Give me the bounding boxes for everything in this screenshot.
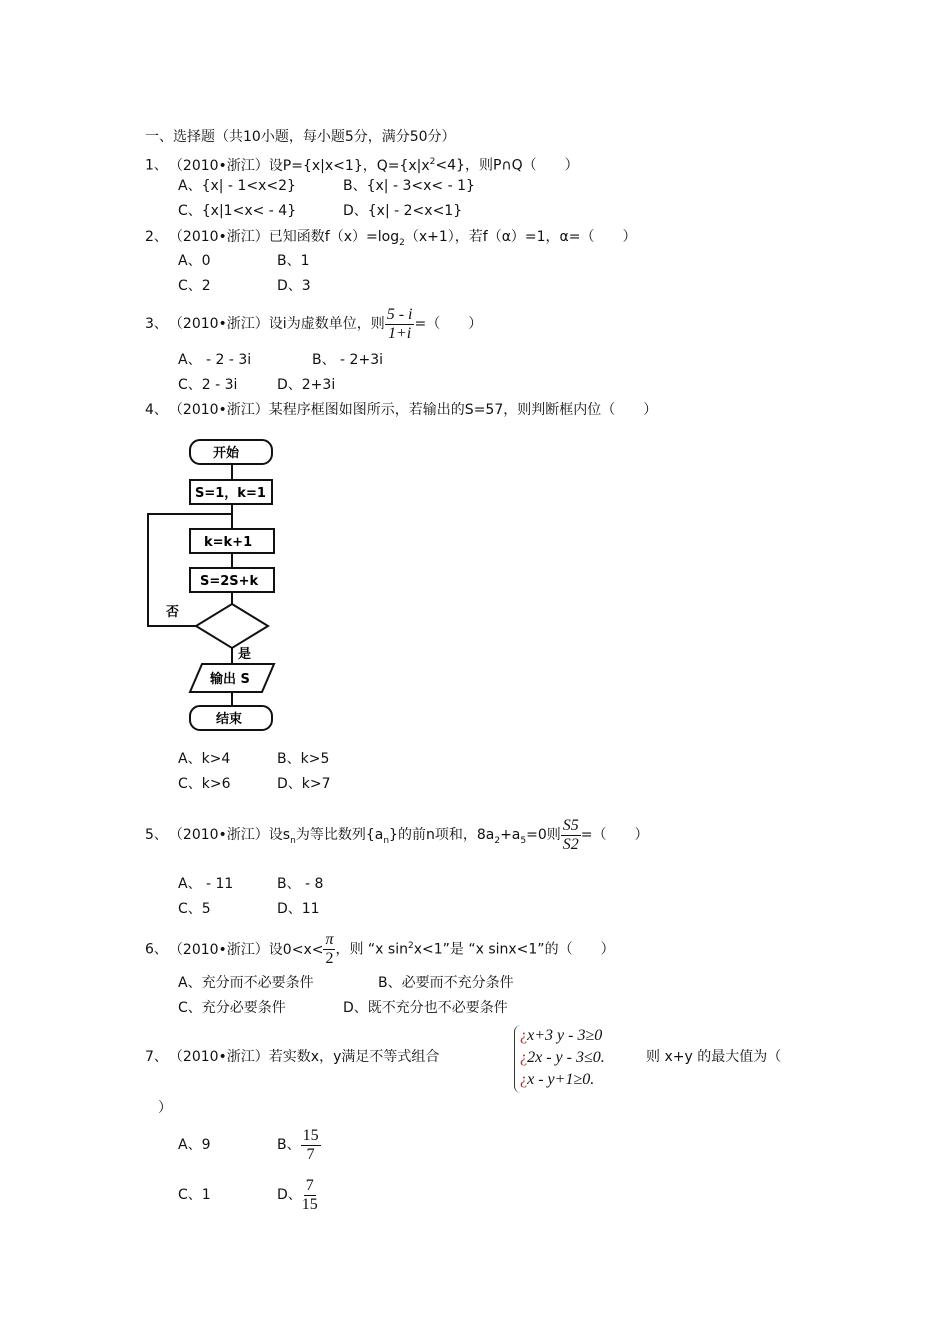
q-text: ） — [158, 1100, 172, 1116]
option: D、3 — [277, 278, 311, 294]
inequality-2: ¿2x - y - 3≤0. — [520, 1049, 605, 1066]
section-title: 一、选择题（共10小题，每小题5分，满分50分） — [145, 129, 456, 145]
option: D、既不充分也不必要条件 — [343, 1000, 508, 1016]
fraction: $\frac{S5}{S2}$ — [562, 816, 579, 853]
option: C、1 — [178, 1187, 211, 1203]
flow-step2: S=2S+k — [200, 574, 259, 589]
question-5: 5、 （2010•浙江）设$s_n$为等比数列$\{a_n\}$的前n项和，$8a_2+a_5=0$则 $\frac{S5}{S2}$ =（ ） — [145, 816, 649, 853]
flow-yes: 是 — [238, 647, 252, 662]
flow-init: S=1，k=1 — [195, 486, 266, 501]
q-text: （2010•浙江）某程序框图如图所示，若输出的S=57，则判断框内位（ ） — [175, 402, 658, 418]
option: A、 - 2 - 3i — [178, 352, 252, 368]
option: C、{x|1<x< - 4} — [178, 203, 297, 219]
fraction: $\frac{5 - i}{1+i}$ — [386, 305, 413, 342]
option: C、充分必要条件 — [178, 1000, 286, 1016]
option: A、0 — [178, 253, 211, 269]
flow-no: 否 — [166, 605, 180, 620]
question-7: 7、 （2010•浙江）若实数x，y满足不等式组合 — [145, 1049, 440, 1065]
q-text: （x+1），若f（α）=1，α=（ ） — [404, 229, 637, 245]
q-text: （2010•浙江）已知函数f（x）=log — [175, 229, 400, 245]
option: B、k>5 — [277, 751, 330, 767]
option: A、 - 11 — [178, 876, 234, 892]
option: A、k>4 — [178, 751, 231, 767]
option: A、{x| - 1<x<2} — [178, 178, 296, 194]
question-1 — [145, 153, 579, 175]
option: D、{x| - 2<x<1} — [343, 203, 463, 219]
option: C、k>6 — [178, 776, 231, 792]
q-num: 2、 — [145, 229, 168, 245]
flow-start: 开始 — [213, 446, 240, 461]
option: D、k>7 — [277, 776, 331, 792]
fraction: $\frac{\pi}{2}$ — [325, 931, 334, 968]
option: B、{x| - 3<x< - 1} — [343, 178, 475, 194]
q-text: （2010•浙江）设P={x|x<1}，Q={x|x — [175, 157, 430, 174]
q-text: =（ ） — [414, 316, 483, 332]
q-text: （2010•浙江）设i为虚数单位，则 — [175, 316, 385, 332]
q-num: 6、 — [145, 941, 168, 958]
question-6: 6、 （2010•浙江）设0<x< $\frac{\pi}{2}$ ，则 “x $\sin^2x<1$”是 “x sinx<1”的（ ） — [145, 931, 615, 968]
option: D、11 — [277, 901, 320, 917]
option: D、2+3i — [277, 377, 336, 393]
q-num: 3、 — [145, 316, 168, 332]
q-sup: 2 — [429, 157, 436, 167]
flowchart — [140, 432, 290, 740]
option: D、 $\frac{7}{15}$ — [277, 1176, 318, 1213]
option: C、2 — [178, 278, 211, 294]
option: A、充分而不必要条件 — [178, 975, 314, 991]
q-num: 7、 — [145, 1049, 168, 1065]
q-num: 1、 — [145, 157, 168, 174]
option: B、必要而不充分条件 — [378, 975, 514, 991]
flow-output: 输出 S — [210, 672, 250, 687]
question-4 — [145, 401, 657, 419]
question-2 — [145, 228, 637, 252]
option: C、5 — [178, 901, 211, 917]
option: A、9 — [178, 1137, 211, 1153]
inequality-3: ¿x - y+1≥0. — [520, 1071, 595, 1088]
q-text: <4}，则P∩Q（ ） — [435, 157, 579, 174]
flow-step1: k=k+1 — [204, 535, 253, 550]
q-num: 5、 — [145, 827, 168, 843]
decision-node — [196, 604, 268, 648]
option: B、 - 2+3i — [312, 352, 383, 368]
question-3 — [145, 304, 482, 344]
q-sub: 2 — [399, 237, 405, 248]
q-num: 4、 — [145, 402, 168, 418]
option: B、 - 8 — [277, 876, 324, 892]
q-text: 则 x+y 的最大值为（ — [646, 1049, 782, 1065]
option: B、 $\frac{15}{7}$ — [277, 1126, 319, 1163]
flow-end: 结束 — [216, 712, 243, 727]
option: C、2 - 3i — [178, 377, 238, 393]
option: B、1 — [277, 253, 310, 269]
inequality-1: ¿x+3 y - 3≥0 — [520, 1027, 603, 1044]
